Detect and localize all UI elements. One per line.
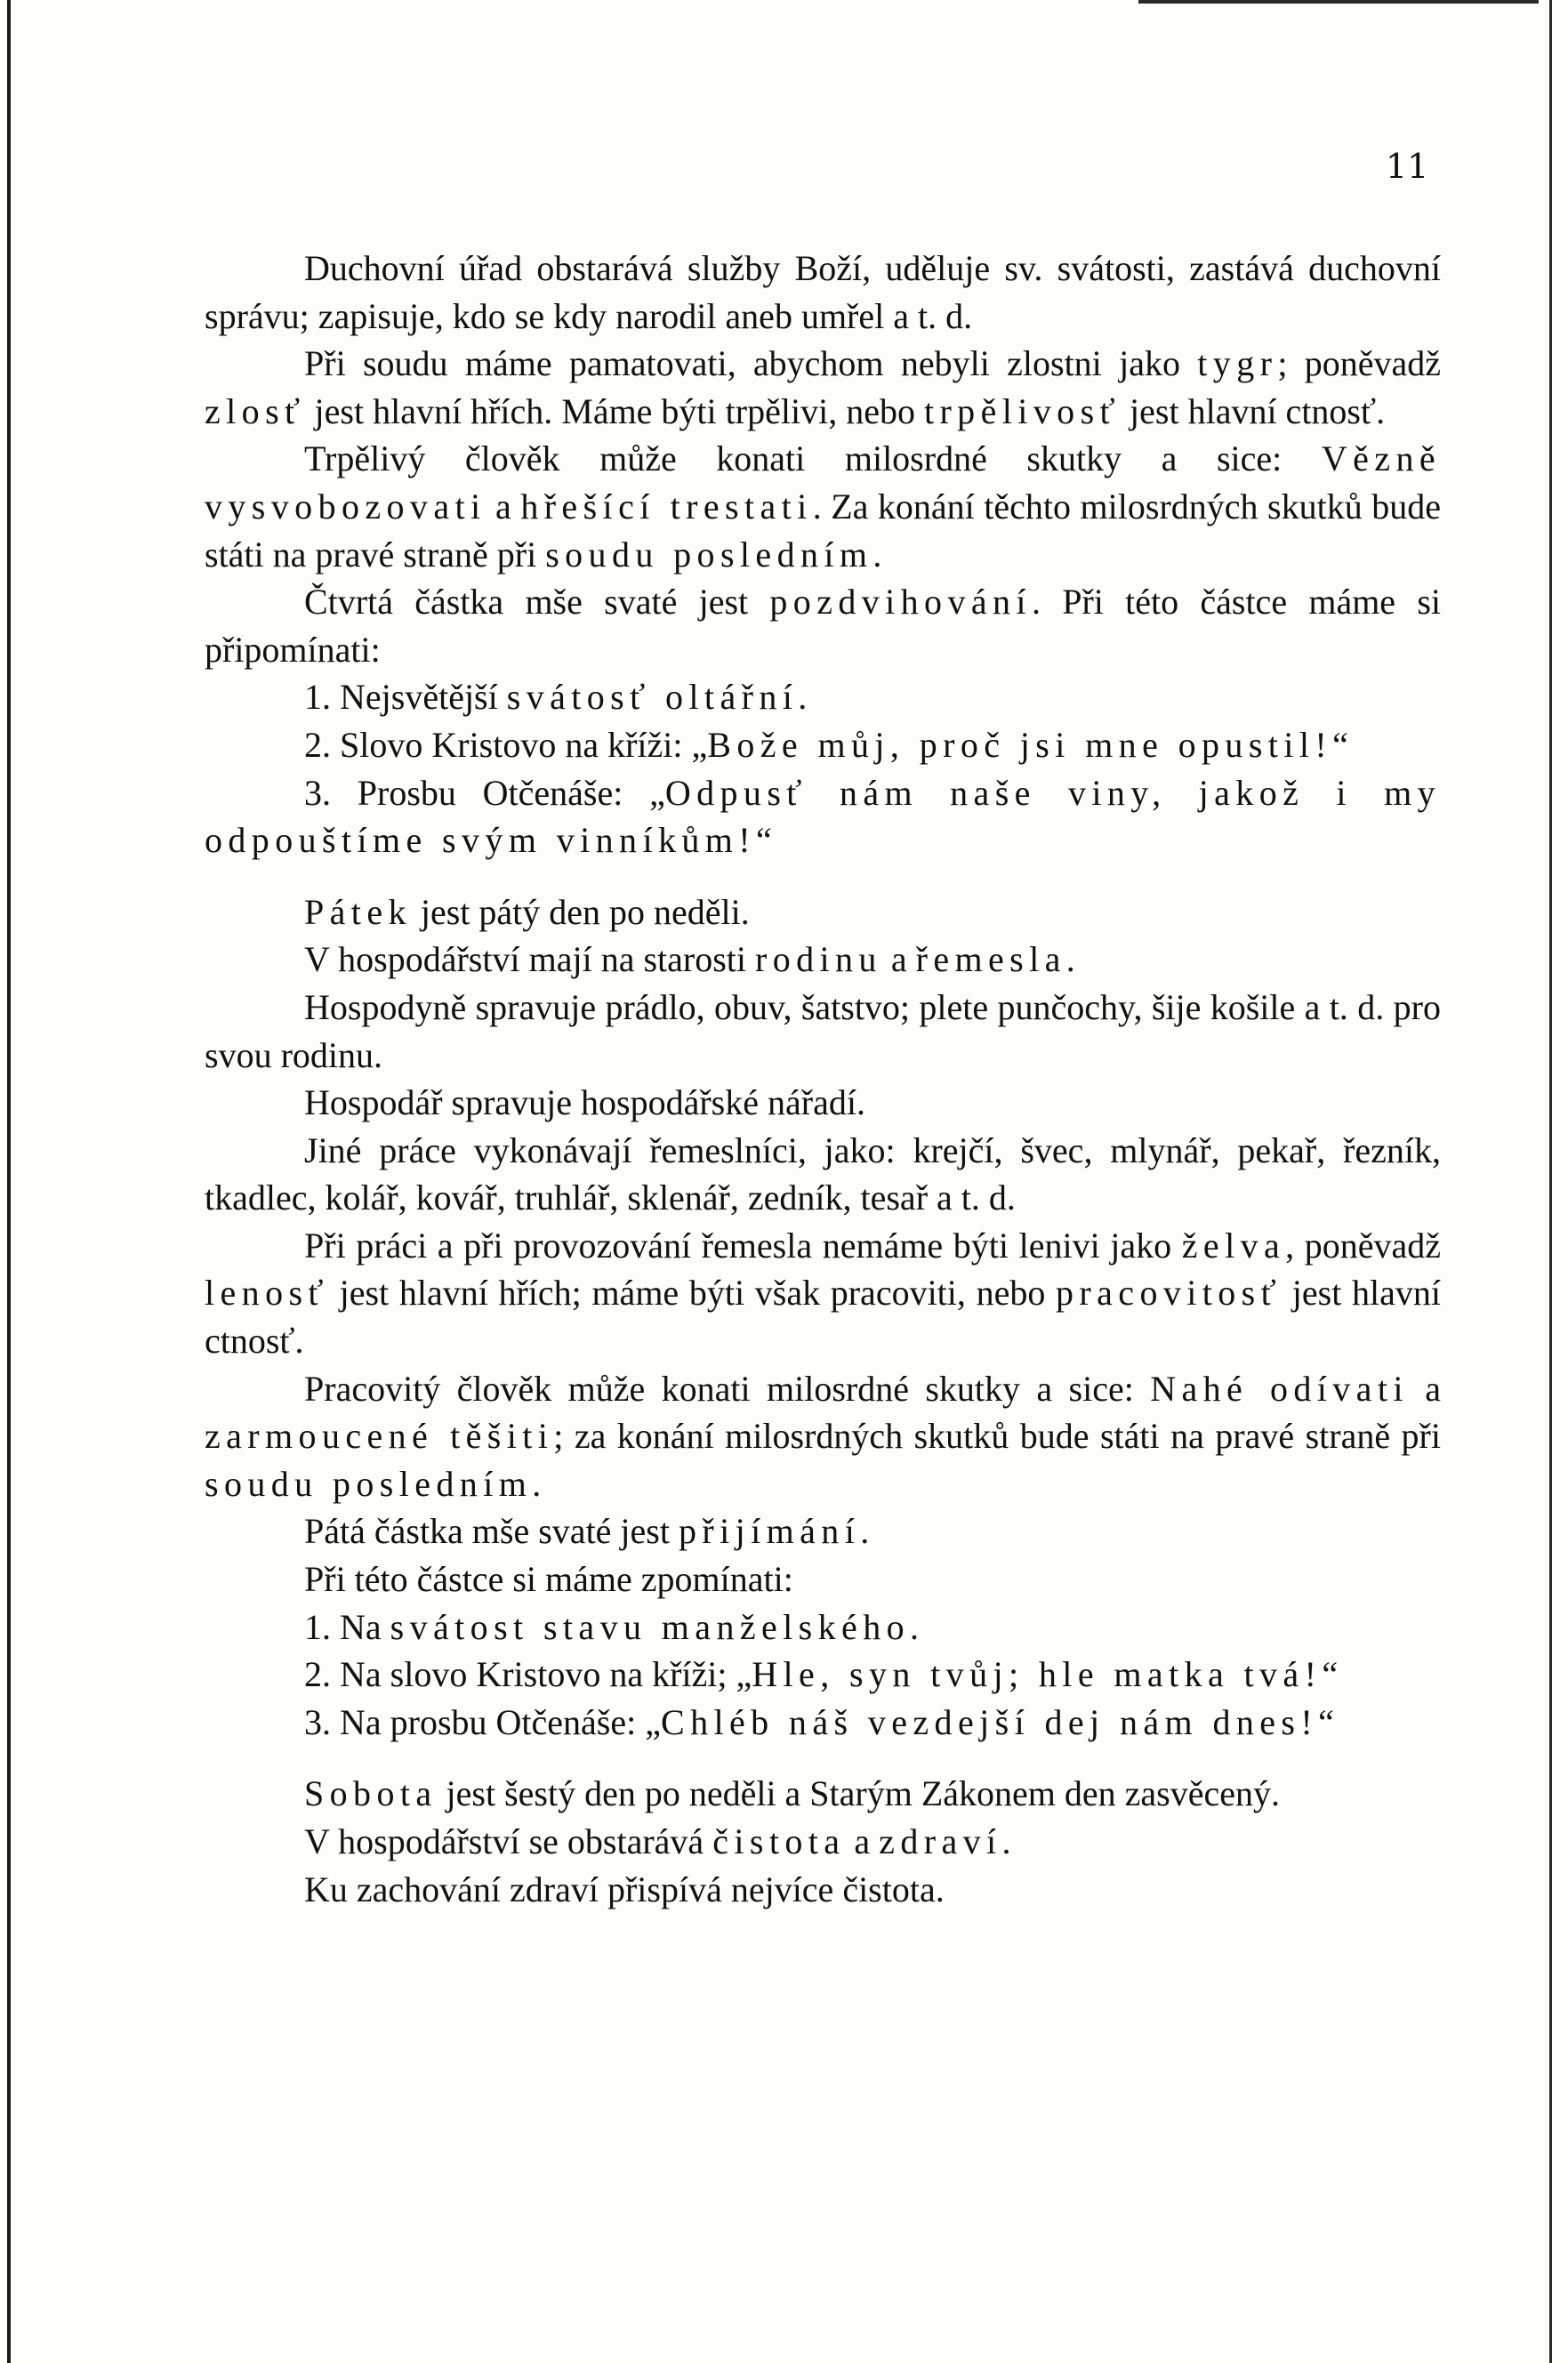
text-run: Trpělivý člověk může konati milosrdné skutky a sice:: [304, 438, 1322, 479]
spaced-emphasis: Chléb náš vezdejší dej nám dnes!: [660, 1701, 1319, 1742]
paragraph: [205, 769, 1441, 864]
text-run: Při této částce si máme zpomínati:: [304, 1559, 793, 1600]
text-run: .: [910, 1606, 919, 1647]
paragraph: [205, 984, 1441, 1079]
paragraph: [205, 1699, 1441, 1747]
spaced-emphasis: trpělivosť: [923, 390, 1122, 431]
spaced-emphasis: želva: [1181, 1225, 1286, 1266]
spaced-emphasis: přijímání: [678, 1511, 861, 1552]
text-run: 2. Slovo Kristovo na kříži: „: [304, 724, 708, 765]
spaced-emphasis: soudu posledním: [545, 534, 873, 575]
section-gap: [205, 1746, 1441, 1770]
text-run: jest pátý den po neděli.: [411, 891, 750, 932]
spaced-emphasis: Sobota: [304, 1773, 438, 1814]
text-run: .: [1001, 1821, 1011, 1861]
text-run: Čtvrtá částka mše svaté jest: [304, 582, 770, 623]
text-run: jest hlavní hřích. Máme býti trpělivi, nebo: [305, 390, 924, 431]
text-run: V hospodářství mají na starosti: [304, 939, 755, 980]
text-run: 3. Na prosbu Otčenáše: „: [304, 1701, 661, 1742]
paragraph: [205, 1222, 1441, 1365]
text-run: jest šestý den po neděli a Starým Zákonem den zasvěcený.: [437, 1773, 1280, 1814]
spaced-emphasis: řemesla: [915, 939, 1066, 980]
text-run: .: [798, 677, 808, 718]
text-run: “: [756, 820, 772, 861]
spaced-emphasis: zarmoucené těšiti: [205, 1416, 554, 1457]
spaced-emphasis: Odpusť nám naše viny, jakož i my odpouštíme svým vinníkům!: [205, 772, 1441, 861]
text-run: a: [486, 486, 521, 526]
text-run: .: [860, 1511, 870, 1552]
spaced-emphasis: rodinu: [755, 939, 882, 980]
spaced-emphasis: pozdvihování: [769, 582, 1032, 623]
paragraph: [205, 340, 1441, 435]
text-run: . Za konání těchto milosrdných skutků bude státi na pravé straně při: [205, 486, 1441, 575]
text-run: jest hlavní ctnosť.: [205, 1273, 1442, 1362]
text-run: Jiné práce vykonávají řemeslníci, jako: krejčí, švec, mlynář, pekař, řezník, tkadlec, kolář, kovář, truhlář, sklenář, zedník, tesař a t. d.: [205, 1129, 1441, 1218]
paragraph: [205, 435, 1441, 578]
text-run: , poněvadž: [1285, 1225, 1441, 1266]
text-run: ; za konání milosrdných skutků bude státi na pravé straně při: [553, 1416, 1441, 1457]
spaced-emphasis: Nahé odívati: [1150, 1368, 1409, 1409]
spaced-emphasis: čistota: [712, 1821, 846, 1861]
spaced-emphasis: svátosť oltářní: [506, 677, 799, 718]
text-run: V hospodářství se obstarává: [304, 1821, 713, 1861]
paragraph: [205, 1866, 1441, 1914]
paragraph: [205, 936, 1441, 984]
text-run: Hospodyně spravuje prádlo, obuv, šatstvo; plete punčochy, šije košile a t. d. pro svou rodinu.: [205, 986, 1441, 1075]
text-run: a: [1408, 1368, 1441, 1409]
paragraph: [205, 1555, 1441, 1603]
paragraph: [205, 888, 1441, 936]
text-run: 1. Na: [304, 1606, 390, 1647]
scan-edge-right: [1549, 0, 1552, 2363]
paragraph: [205, 1818, 1441, 1866]
spaced-emphasis: Bože můj, proč jsi mne opustil!: [707, 724, 1333, 765]
text-run: “: [1318, 1701, 1334, 1742]
spaced-emphasis: Hle, syn tvůj; hle matka tvá!: [752, 1654, 1323, 1695]
text-run: .: [872, 534, 882, 575]
paragraph: [205, 245, 1441, 340]
paragraph: [205, 1507, 1441, 1555]
spaced-emphasis: Vězně vysvobozovati: [205, 438, 1441, 526]
spaced-emphasis: zlosť: [205, 390, 306, 431]
paragraph: [205, 1079, 1441, 1127]
spaced-emphasis: hřešící trestati: [520, 486, 813, 526]
paragraph: [205, 673, 1441, 721]
text-run: ; poněvadž: [1277, 343, 1442, 384]
spaced-emphasis: pracovitosť: [1056, 1273, 1283, 1314]
paragraph: [205, 1365, 1441, 1508]
text-run: 3. Prosbu Otčenáše: „: [304, 772, 665, 813]
spaced-emphasis: svátost stavu manželského: [390, 1606, 910, 1647]
text-run: Hospodář spravuje hospodářské nářadí.: [304, 1082, 865, 1123]
text-run: 2. Na slovo Kristovo na kříži; „: [304, 1654, 752, 1695]
body-text: [205, 245, 1441, 1913]
text-run: .: [1065, 939, 1075, 980]
text-run: . Při této částce máme si připomínati:: [205, 582, 1441, 670]
scan-edge-top: [1138, 0, 1539, 4]
spaced-emphasis: tygr: [1197, 343, 1278, 384]
text-run: jest hlavní hřích; máme býti však pracoviti, nebo: [328, 1273, 1057, 1314]
page-number: 11: [1386, 147, 1429, 186]
text-run: 1. Nejsvětější: [304, 677, 507, 718]
paragraph: [205, 1603, 1441, 1652]
text-run: Duchovní úřad obstarává služby Boží, uděluje sv. svátosti, zastává duchovní správu; zapisuje, kdo se kdy narodil aneb umřel a t. d.: [205, 248, 1441, 336]
scan-edge-left: [7, 0, 11, 2363]
spaced-emphasis: lenosť: [205, 1273, 329, 1314]
text-run: jest hlavní ctnosť.: [1121, 390, 1386, 431]
spaced-emphasis: zdraví: [879, 1821, 1002, 1861]
paragraph: [205, 578, 1441, 673]
paragraph: [205, 721, 1441, 769]
text-run: “: [1332, 724, 1348, 765]
paragraph: [205, 1127, 1441, 1222]
text-run: Pátá částka mše svaté jest: [304, 1511, 679, 1552]
text-run: Ku zachování zdraví přispívá nejvíce čistota.: [304, 1869, 945, 1909]
text-run: a: [845, 1821, 880, 1861]
paragraph: [205, 1651, 1441, 1699]
text-run: Při soudu máme pamatovati, abychom nebyli zlostni jako: [304, 343, 1198, 384]
text-run: .: [532, 1463, 542, 1504]
spaced-emphasis: Pátek: [304, 891, 412, 932]
text-run: a: [881, 939, 916, 980]
spaced-emphasis: soudu posledním: [205, 1463, 533, 1504]
paragraph: [205, 1770, 1441, 1818]
section-gap: [205, 864, 1441, 888]
text-run: Pracovitý člověk může konati milosrdné skutky a sice:: [304, 1368, 1151, 1409]
text-run: Při práci a při provozování řemesla nemáme býti lenivi jako: [304, 1225, 1182, 1266]
text-run: “: [1322, 1654, 1339, 1695]
